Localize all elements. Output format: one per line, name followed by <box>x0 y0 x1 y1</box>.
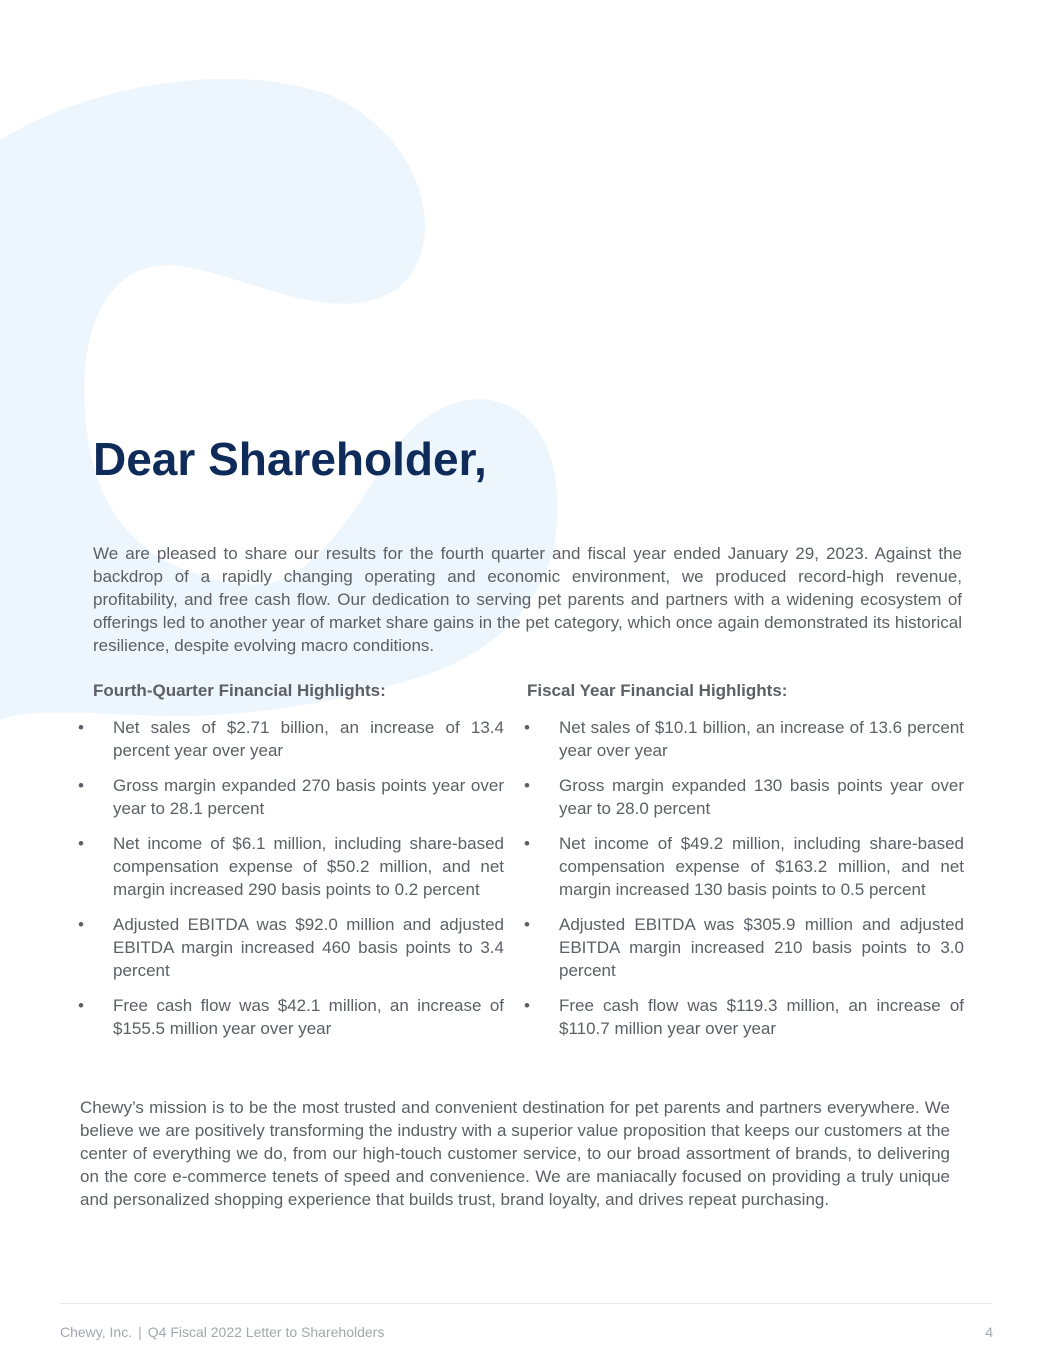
q4-highlight-text: Free cash flow was $42.1 million, an increase of $155.5 million year over year <box>113 996 504 1038</box>
list-item <box>524 774 964 820</box>
footer-document-title: Q4 Fiscal 2022 Letter to Shareholders <box>147 1324 385 1340</box>
list-item <box>78 716 504 762</box>
fy-highlights-heading: Fiscal Year Financial Highlights: <box>527 681 788 700</box>
fy-highlight-text: Net sales of $10.1 billion, an increase of 13.6 percent year over year <box>559 718 964 760</box>
bullet-icon: • <box>78 996 84 1015</box>
footer-label <box>60 1323 384 1341</box>
fy-highlight-text: Free cash flow was $119.3 million, an increase of $110.7 million year over year <box>559 996 964 1038</box>
mission-paragraph: Chewy’s mission is to be the most trusted and convenient destination for pet parents and partners everywhere. We believe we are positively transforming the industry with a superior value proposition that keeps our customers at the center of everything we do, from our high-touch customer service, to our broad assortment of brands, to delivering on the core e-commerce tenets of speed and convenience. We are maniacally focused on providing a truly unique and personalized shopping experience that builds trust, brand loyalty, and drives repeat purchasing. <box>80 1098 950 1209</box>
bullet-icon: • <box>78 776 84 795</box>
list-item <box>524 832 964 901</box>
q4-highlight-text: Gross margin expanded 270 basis points year over year to 28.1 percent <box>113 776 504 818</box>
bullet-icon: • <box>78 834 84 853</box>
bullet-icon: • <box>524 834 530 853</box>
bullet-icon: • <box>524 996 530 1015</box>
q4-highlights-list <box>78 716 504 1040</box>
list-item <box>524 913 964 982</box>
bullet-icon: • <box>78 915 84 934</box>
fy-highlights-section <box>524 680 964 1052</box>
q4-highlight-text: Net sales of $2.71 billion, an increase of 13.4 percent year over year <box>113 718 504 760</box>
page-number: 4 <box>985 1324 993 1340</box>
footer-divider <box>60 1303 992 1304</box>
list-item <box>78 994 504 1040</box>
bullet-icon: • <box>524 776 530 795</box>
list-item <box>524 994 964 1040</box>
intro-paragraph: We are pleased to share our results for the fourth quarter and fiscal year ended January 29, 2023. Against the backdrop of a rapidly changing operating and economic environment, we produced record-high revenue, profitability, and free cash flow. Our dedication to serving pet parents and partners with a widening ecosystem of offerings led to another year of market share gains in the pet category, which once again demonstrated its historical resilience, despite evolving macro conditions. <box>93 544 962 655</box>
page-title: Dear Shareholder, <box>93 433 487 485</box>
list-item <box>524 716 964 762</box>
list-item <box>78 774 504 820</box>
q4-highlight-text: Net income of $6.1 million, including share-based compensation expense of $50.2 million, and net margin increased 290 basis points to 0.2 percent <box>113 834 504 899</box>
list-item <box>78 913 504 982</box>
list-item <box>78 832 504 901</box>
fy-highlight-text: Net income of $49.2 million, including share-based compensation expense of $163.2 million, and net margin increased 130 basis points to 0.5 percent <box>559 834 964 899</box>
footer-company: Chewy, Inc. <box>60 1324 133 1340</box>
fy-highlights-list <box>524 716 964 1040</box>
q4-highlight-text: Adjusted EBITDA was $92.0 million and adjusted EBITDA margin increased 460 basis points to 3.4 percent <box>113 915 504 980</box>
fy-highlight-text: Adjusted EBITDA was $305.9 million and adjusted EBITDA margin increased 210 basis points to 3.0 percent <box>559 915 964 980</box>
bullet-icon: • <box>78 718 84 737</box>
footer-separator: | <box>138 1324 142 1340</box>
q4-highlights-section <box>78 680 504 1052</box>
fy-highlight-text: Gross margin expanded 130 basis points year over year to 28.0 percent <box>559 776 964 818</box>
bullet-icon: • <box>524 718 530 737</box>
q4-highlights-heading: Fourth-Quarter Financial Highlights: <box>93 681 386 700</box>
bullet-icon: • <box>524 915 530 934</box>
